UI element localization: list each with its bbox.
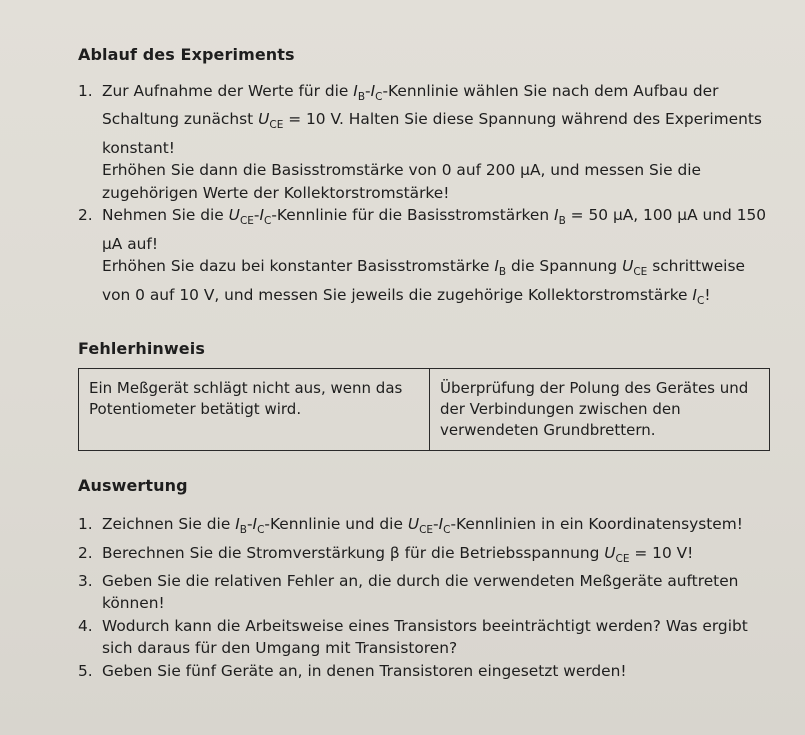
list-item — [78, 80, 770, 204]
item-paragraph: Erhöhen Sie dazu bei konstanter Basisstromstärke $I_B$ die Spannung $U_{CE}$ schrittweise von 0 auf 10 V, und messen Sie jeweils die zugehörige Kollektorstromstärke $I_C$! — [102, 257, 745, 307]
item-paragraph: Nehmen Sie die $U_{CE}-I_C$-Kennlinie für die Basisstromstärken $I_B = 50$ μA, 100 μA und 150 μA auf! — [102, 206, 767, 253]
list-item — [78, 542, 770, 570]
item-number: 3. — [78, 572, 93, 591]
item-paragraph: Erhöhen Sie dann die Basisstromstärke von 0 auf 200 μA, und messen Sie die zugehörigen Werte der Kollektorstromstärke! — [102, 161, 701, 202]
item-number: 1. — [78, 515, 93, 534]
error-hint-table — [78, 368, 770, 451]
problem-cell: Ein Meßgerät schlägt nicht aus, wenn das Potentiometer betätigt wird. — [79, 369, 430, 451]
item-number: 4. — [78, 616, 93, 635]
item-number: 2. — [78, 543, 93, 562]
list-item — [78, 660, 770, 682]
item-number: 1. — [78, 82, 93, 100]
section-title-auswertung: Auswertung — [78, 476, 188, 496]
section-title-fehlerhinweis: Fehlerhinweis — [78, 339, 205, 359]
list-item — [78, 513, 770, 541]
item-paragraph: Zeichnen Sie die $I_B-I_C$-Kennlinie und die $U_{CE}-I_C$-Kennlinien in ein Koordinatensystem! — [102, 515, 743, 537]
item-paragraph: Geben Sie fünf Geräte an, in denen Transistoren eingesetzt werden! — [102, 661, 627, 680]
evaluation-tasks-list — [78, 513, 770, 682]
experiment-steps-list — [78, 80, 770, 312]
item-paragraph: Zur Aufnahme der Werte für die $I_B-I_C$-Kennlinie wählen Sie nach dem Aufbau der Schaltung zunächst $U_{CE} = 10$ V. Halten Sie diese Spannung während des Experiments konstant! — [102, 82, 762, 157]
list-item — [78, 615, 770, 660]
item-paragraph: Berechnen Sie die Stromverstärkung β für die Betriebsspannung $U_{CE} = 10$ V! — [102, 543, 694, 565]
list-item — [78, 570, 770, 615]
item-number: 5. — [78, 661, 93, 680]
item-number: 2. — [78, 206, 93, 225]
document-body — [78, 44, 770, 682]
item-paragraph: Geben Sie die relativen Fehler an, die durch die verwendeten Meßgeräte auftreten können! — [102, 572, 739, 613]
table-row — [79, 369, 770, 451]
list-item — [78, 204, 770, 312]
section-title-ablauf: Ablauf des Experiments — [78, 45, 295, 64]
solution-cell: Überprüfung der Polung des Gerätes und der Verbindungen zwischen den verwendeten Grundbrettern. — [430, 369, 770, 451]
item-paragraph: Wodurch kann die Arbeitsweise eines Transistors beeinträchtigt werden? Was ergibt sich daraus für den Umgang mit Transistoren? — [102, 616, 748, 658]
